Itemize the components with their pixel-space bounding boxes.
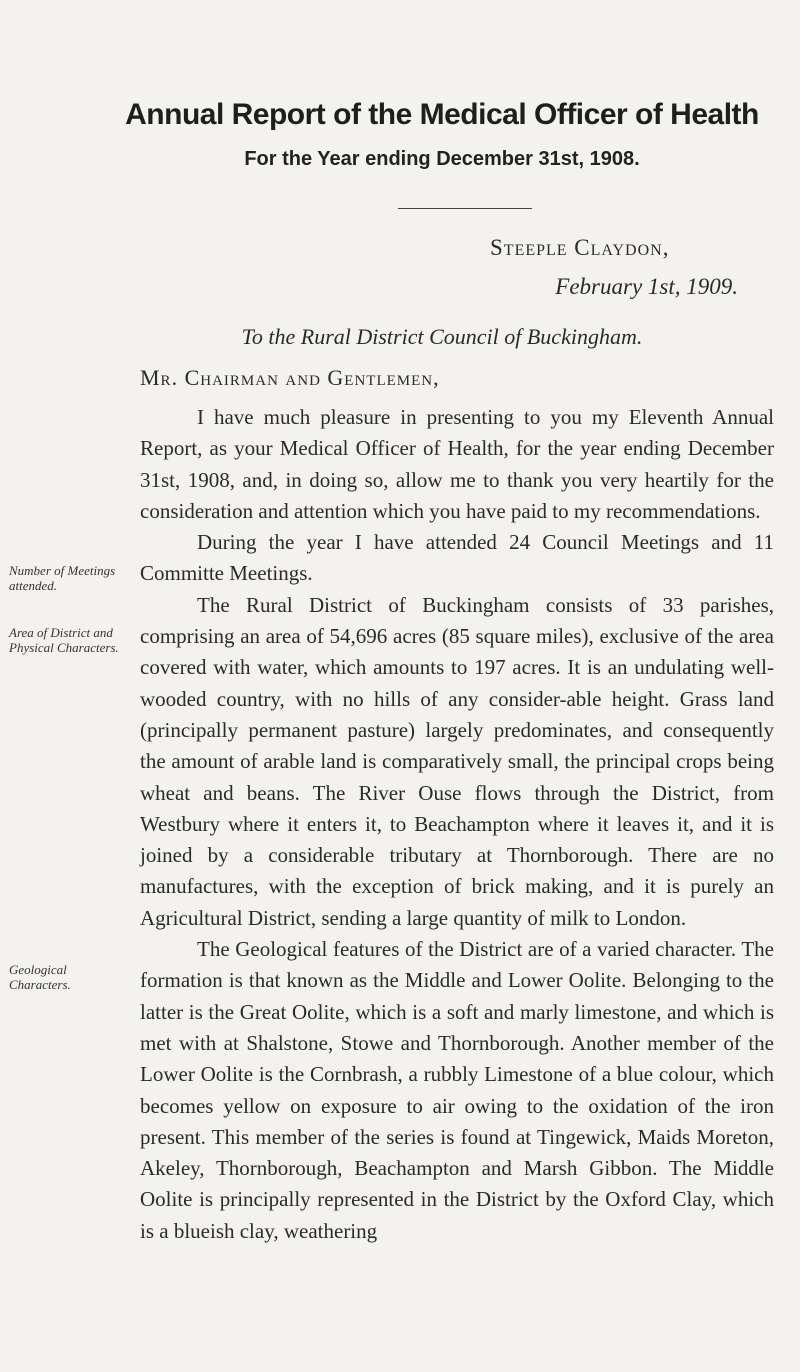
margin-note-area: Area of District and Physical Characters. [9,625,119,655]
letter-place: Steeple Claydon, [490,235,670,260]
paragraph-intro: I have much pleasure in presenting to you my Eleventh Annual Report, as your Medical Officer of Health, for the year ending December 31st, 1908, and, in doing so, allow me to thank you very heartily for the consideration and attention which you have paid to my recommendations. [140,405,774,523]
letter-salutation: Mr. Chairman and Gentlemen, [140,365,440,390]
title-divider [398,208,532,209]
report-subtitle: For the Year ending December 31st, 1908. [244,148,640,170]
paragraph-geology: The Geological features of the District are of a varied character. The formation is that known as the Middle and Lower Oolite. Belonging to the latter is the Great Oolite, which is a soft and marly limestone, and which is met with at Shalstone, Stowe and Thornborough. Another member of the Lower Oolite is the Cornbrash, a rubbly Limestone of a blue colour, which becomes yellow on exposure to air owing to the oxidation of the iron present. This member of the series is found at Tingewick, Maids Moreton, Akeley, Thornborough, Beachampton and Marsh Gibbon. The Middle Oolite is principally represented in the District by the Oxford Clay, which is a blueish clay, weathering [140,937,774,1243]
paragraph-meetings: During the year I have attended 24 Council Meetings and 11 Committe Meetings. [140,530,774,586]
paragraph-area: The Rural District of Buckingham consists of 33 parishes, comprising an area of 54,696 acres (85 square miles), exclusive of the area covered with water, which amounts to 197 acres. It is an undulating well-wooded country, with no hills of any consider-able height. Grass land (principally permanent pasture) largely predominates, and consequently the amount of arable land is comparatively small, the principal crops being wheat and beans. The River Ouse flows through the District, from Westbury where it enters it, to Beachampton where it leaves it, and it is joined by a considerable tributary at Thornborough. There are no manufactures, with the exception of brick making, and it is purely an Agricultural District, sending a large quantity of milk to London. [140,592,774,930]
margin-note-geological: Geological Characters. [9,962,71,992]
report-body [140,402,774,1247]
report-title: Annual Report of the Medical Officer of Health [125,98,759,131]
letter-date: February 1st, 1909. [555,274,738,299]
letter-addressee: To the Rural District Council of Buckingham. [241,324,643,349]
margin-note-meetings: Number of Meetings attended. [9,563,116,593]
